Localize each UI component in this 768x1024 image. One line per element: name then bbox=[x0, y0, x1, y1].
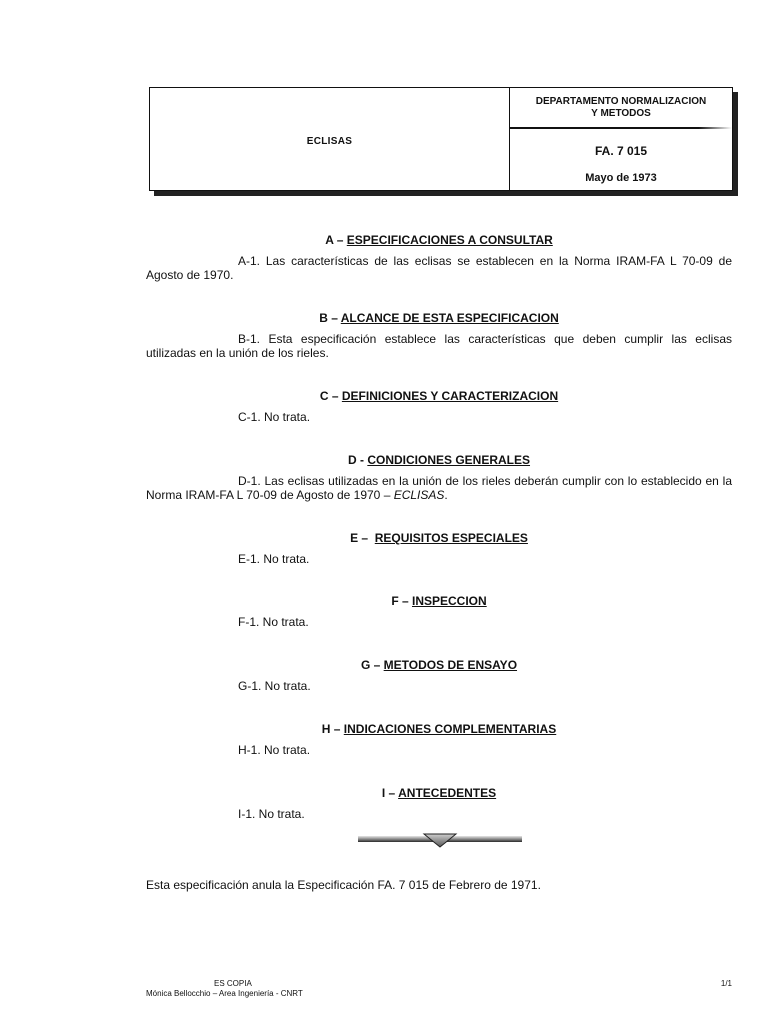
department-line-1: DEPARTAMENTO NORMALIZACION bbox=[535, 96, 707, 107]
section-text: E-1. No trata. bbox=[238, 552, 310, 566]
section-heading: H – INDICACIONES COMPLEMENTARIAS bbox=[321, 722, 557, 736]
section-b bbox=[146, 311, 732, 360]
section-heading: I – ANTECEDENTES bbox=[381, 786, 497, 800]
section-d bbox=[146, 453, 732, 502]
section-h bbox=[146, 722, 732, 757]
section-text: C-1. No trata. bbox=[238, 410, 311, 424]
document-title: ECLISAS bbox=[306, 136, 353, 147]
section-f bbox=[146, 594, 732, 629]
section-text: D-1. Las eclisas utilizadas en la unión de los rieles deberán cumplir con lo establecido en la Norma IRAM-FA L 70-09 de Agosto de 1970 – ECLISAS. bbox=[146, 474, 732, 502]
section-heading: D - CONDICIONES GENERALES bbox=[347, 453, 531, 467]
section-heading: B – ALCANCE DE ESTA ESPECIFICACION bbox=[319, 311, 559, 325]
header-rule bbox=[510, 127, 732, 129]
section-text: F-1. No trata. bbox=[238, 615, 309, 629]
triangle-divider-icon bbox=[358, 832, 522, 848]
header-box bbox=[149, 87, 733, 191]
footer-credit bbox=[146, 979, 303, 999]
section-text: I-1. No trata. bbox=[238, 807, 305, 821]
header-title-cell bbox=[150, 88, 510, 190]
footer-copy-label: ES COPIA bbox=[214, 979, 252, 988]
section-text: B-1. Esta especificación establece las características que deben cumplir las eclisas utilizadas en la unión de los rieles. bbox=[146, 332, 732, 360]
closing-note: Esta especificación anula la Especificación FA. 7 015 de Febrero de 1971. bbox=[146, 878, 541, 892]
section-text: A-1. Las características de las eclisas se establecen en la Norma IRAM-FA L 70-09 de Agosto de 1970. bbox=[146, 254, 732, 282]
page-number: 1/1 bbox=[720, 979, 732, 988]
section-heading: A – ESPECIFICACIONES A CONSULTAR bbox=[325, 233, 553, 247]
section-heading: E – REQUISITOS ESPECIALES bbox=[350, 531, 528, 545]
section-e bbox=[146, 531, 732, 566]
section-heading: G – METODOS DE ENSAYO bbox=[360, 658, 518, 672]
section-heading: F – INSPECCION bbox=[391, 594, 487, 608]
section-text: G-1. No trata. bbox=[238, 679, 311, 693]
section-c bbox=[146, 389, 732, 424]
section-a bbox=[146, 233, 732, 282]
document-code: FA. 7 015 bbox=[594, 144, 648, 158]
section-g bbox=[146, 658, 732, 693]
section-heading: C – DEFINICIONES Y CARACTERIZACION bbox=[319, 389, 559, 403]
department-name bbox=[510, 96, 732, 120]
footer-author: Mónica Bellocchio – Area Ingeniería - CNRT bbox=[146, 989, 303, 998]
document-date: Mayo de 1973 bbox=[585, 172, 657, 184]
section-i bbox=[146, 786, 732, 821]
department-line-2: Y METODOS bbox=[591, 108, 651, 119]
section-text: H-1. No trata. bbox=[238, 743, 311, 757]
